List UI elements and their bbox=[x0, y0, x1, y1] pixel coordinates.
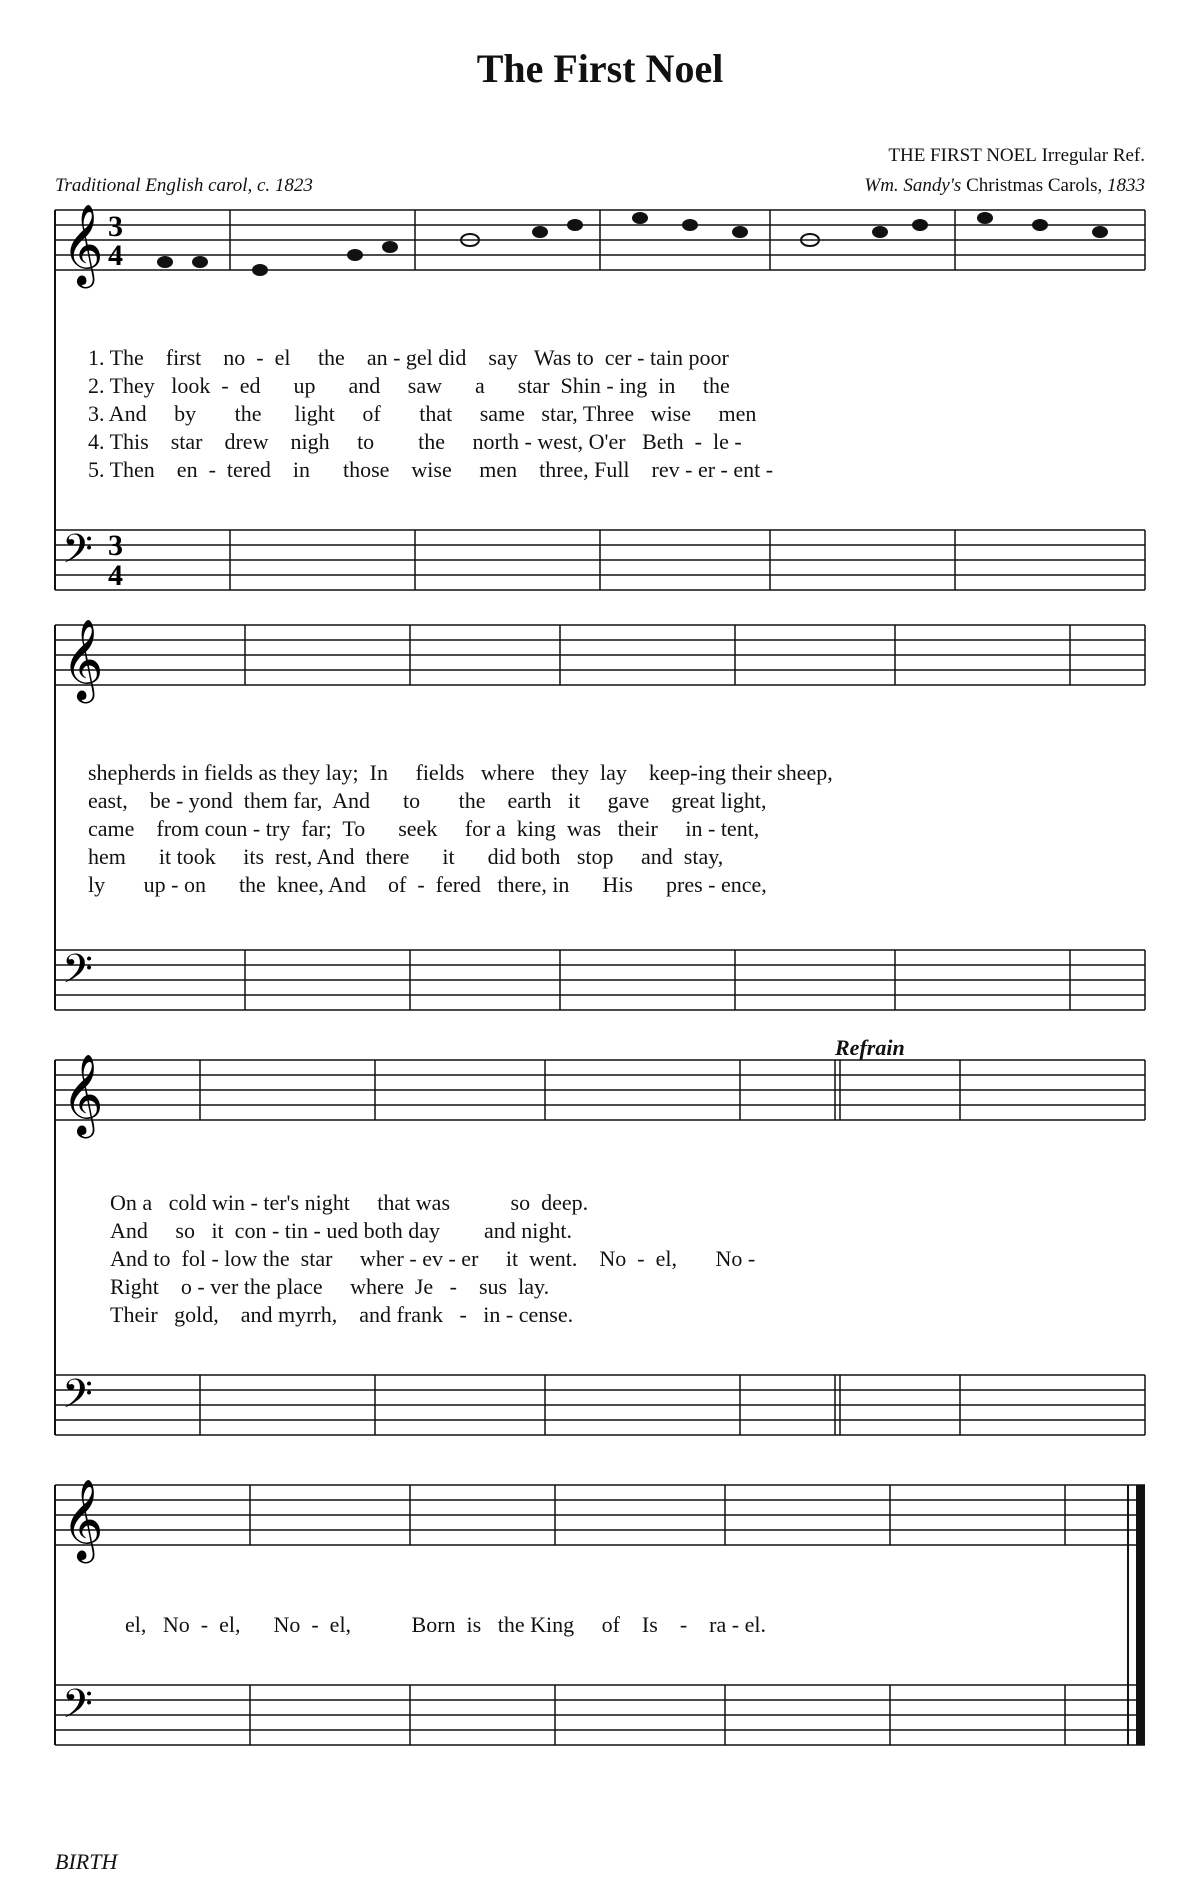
lyric-line: And to fol - low the star wher - ev - er it went. No - el, No - bbox=[110, 1246, 756, 1271]
lyric-line: On a cold win - ter's night that was so deep. bbox=[110, 1190, 589, 1215]
treble-staff-4 bbox=[55, 1485, 1145, 1545]
treble-clef-icon: 𝄞 bbox=[62, 203, 104, 285]
bass-clef-icon: 𝄢 bbox=[62, 1371, 93, 1427]
lyric-line: Right o - ver the place where Je - sus lay. bbox=[110, 1274, 550, 1299]
treble-staff-3 bbox=[55, 1060, 1145, 1120]
lyric-line: 2. They look - ed up and saw a star Shin - ing in the bbox=[88, 373, 730, 398]
bass-clef-icon: 𝄢 bbox=[62, 946, 93, 1002]
time-sig-lower: 4 bbox=[108, 239, 123, 272]
tune-name: THE FIRST NOEL bbox=[888, 145, 1037, 166]
bass-staff-2 bbox=[55, 950, 1145, 1010]
barlines-1 bbox=[230, 210, 1145, 590]
lyric-line: 4. This star drew nigh to the north - west, O'er Beth - le - bbox=[88, 429, 742, 454]
meter: Irregular Ref. bbox=[1041, 145, 1145, 166]
source-year: 1833 bbox=[1107, 175, 1145, 196]
lyric-line: Their gold, and myrrh, and frank - in - cense. bbox=[110, 1302, 574, 1327]
time-sig-lower-bass: 4 bbox=[108, 559, 123, 592]
lyric-line: came from coun - try far; To seek for a king was their in - tent, bbox=[88, 816, 760, 841]
treble-clef-icon: 𝄞 bbox=[62, 1053, 104, 1135]
lyric-line: ly up - on the knee, And of - fered there, in His pres - ence, bbox=[88, 872, 767, 897]
source-author: Wm. Sandy's bbox=[864, 175, 962, 196]
treble-clef-icon: 𝄞 bbox=[62, 1478, 104, 1560]
final-barline bbox=[1128, 1485, 1145, 1745]
bass-staff-4 bbox=[55, 1685, 1145, 1745]
lyric-line: 1. The first no - el the an - gel did say Was to cer - tain poor bbox=[88, 345, 729, 370]
time-sig-upper-bass: 3 bbox=[108, 529, 123, 562]
treble-staff-2 bbox=[55, 625, 1145, 685]
lyric-line: And so it con - tin - ued both day and night. bbox=[110, 1218, 572, 1243]
bass-staff-3 bbox=[55, 1375, 1145, 1435]
noteheads bbox=[157, 212, 1108, 276]
refrain-label: Refrain bbox=[835, 1035, 905, 1060]
lyric-line: shepherds in fields as they lay; In fields where they lay keep-ing their sheep, bbox=[88, 760, 833, 785]
lyric-line: hem it took its rest, And there it did both stop and stay, bbox=[88, 844, 724, 869]
footer-section-label: BIRTH bbox=[55, 1849, 118, 1874]
lyric-line: east, be - yond them far, And to the earth it gave great light, bbox=[88, 788, 767, 813]
words-credit: Traditional English carol, c. 1823 bbox=[55, 175, 313, 196]
time-sig-upper: 3 bbox=[108, 210, 123, 243]
bass-clef-icon: 𝄢 bbox=[62, 1681, 93, 1737]
bass-clef-icon: 𝄢 bbox=[62, 526, 93, 582]
page-title: The First Noel bbox=[476, 46, 724, 91]
lyric-line: 5. Then en - tered in those wise men three, Full rev - er - ent - bbox=[88, 457, 774, 482]
treble-clef-icon: 𝄞 bbox=[62, 618, 104, 700]
lyric-line: 3. And by the light of that same star, Three wise men bbox=[88, 401, 757, 426]
source-title: Christmas Carols, bbox=[966, 175, 1103, 196]
lyric-line: el, No - el, No - el, Born is the King of Is - ra - el. bbox=[125, 1612, 766, 1637]
